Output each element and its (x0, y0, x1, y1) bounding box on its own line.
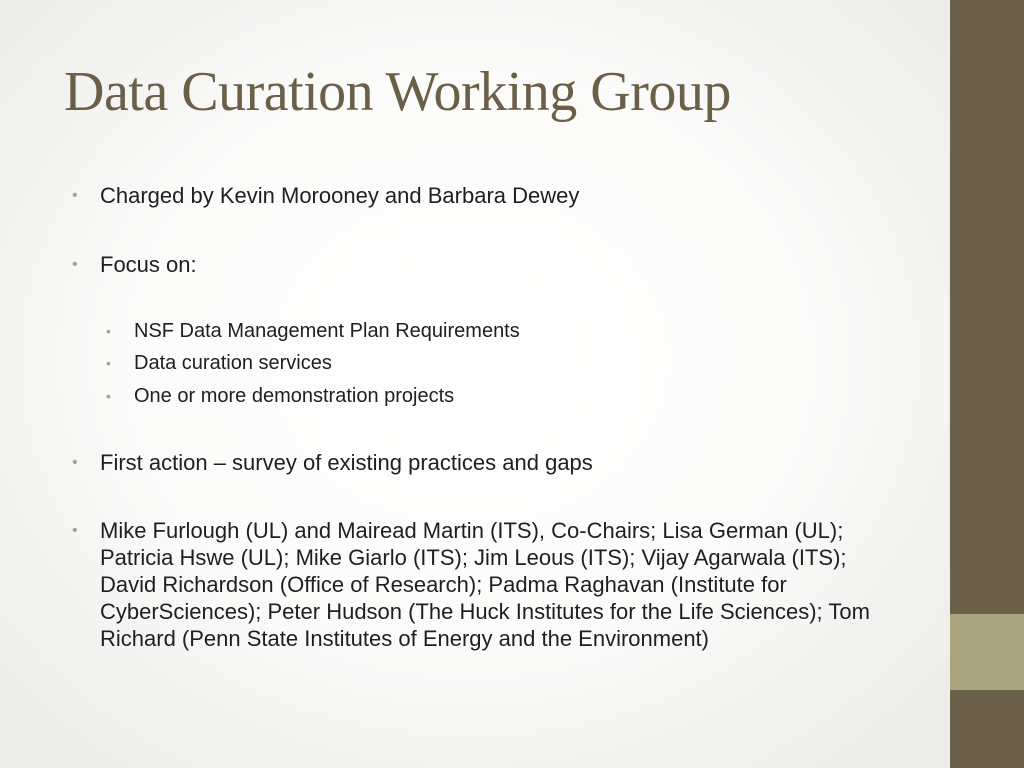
bullet-dot-icon: • (72, 454, 78, 471)
sub-bullet-item-nsf-plan (106, 319, 906, 343)
bullet-text: Focus on: (100, 252, 197, 277)
bullet-dot-icon: • (106, 323, 111, 339)
bullet-dot-icon: • (106, 355, 111, 371)
bullet-text: First action – survey of existing practices and gaps (100, 450, 593, 475)
bullet-dot-icon: • (72, 256, 78, 273)
bullet-text: Data curation services (134, 352, 332, 374)
sub-bullet-item-demo-projects (106, 384, 906, 408)
bullet-text: Mike Furlough (UL) and Mairead Martin (ITS), Co-Chairs; Lisa German (UL); Patricia Hswe (UL); Mike Giarlo (ITS); Jim Leous (ITS); Vijay Agarwala (ITS); David Richardson (Office of Research); Padma Raghavan (Institute for CyberSciences); Peter Hudson (The Huck Institutes for the Life Sciences); Tom Richard (Penn State Institutes of Energy and the Environment) (100, 518, 870, 651)
bullet-item-focus-on (72, 251, 902, 278)
bullet-text: NSF Data Management Plan Requirements (134, 320, 520, 342)
side-accent-block (950, 614, 1024, 690)
bullet-item-first-action (72, 449, 902, 476)
bullet-dot-icon: • (72, 522, 78, 539)
bullet-item-charged-by (72, 182, 902, 209)
bullet-text: One or more demonstration projects (134, 385, 455, 407)
bullet-dot-icon: • (72, 187, 78, 204)
sub-bullet-item-curation-services (106, 351, 906, 375)
slide-title: Data Curation Working Group (64, 61, 731, 123)
bullet-dot-icon: • (106, 388, 111, 404)
side-decoration-bar (948, 0, 1024, 768)
bullet-text: Charged by Kevin Morooney and Barbara Dewey (100, 183, 580, 208)
bullet-item-members (72, 517, 902, 652)
